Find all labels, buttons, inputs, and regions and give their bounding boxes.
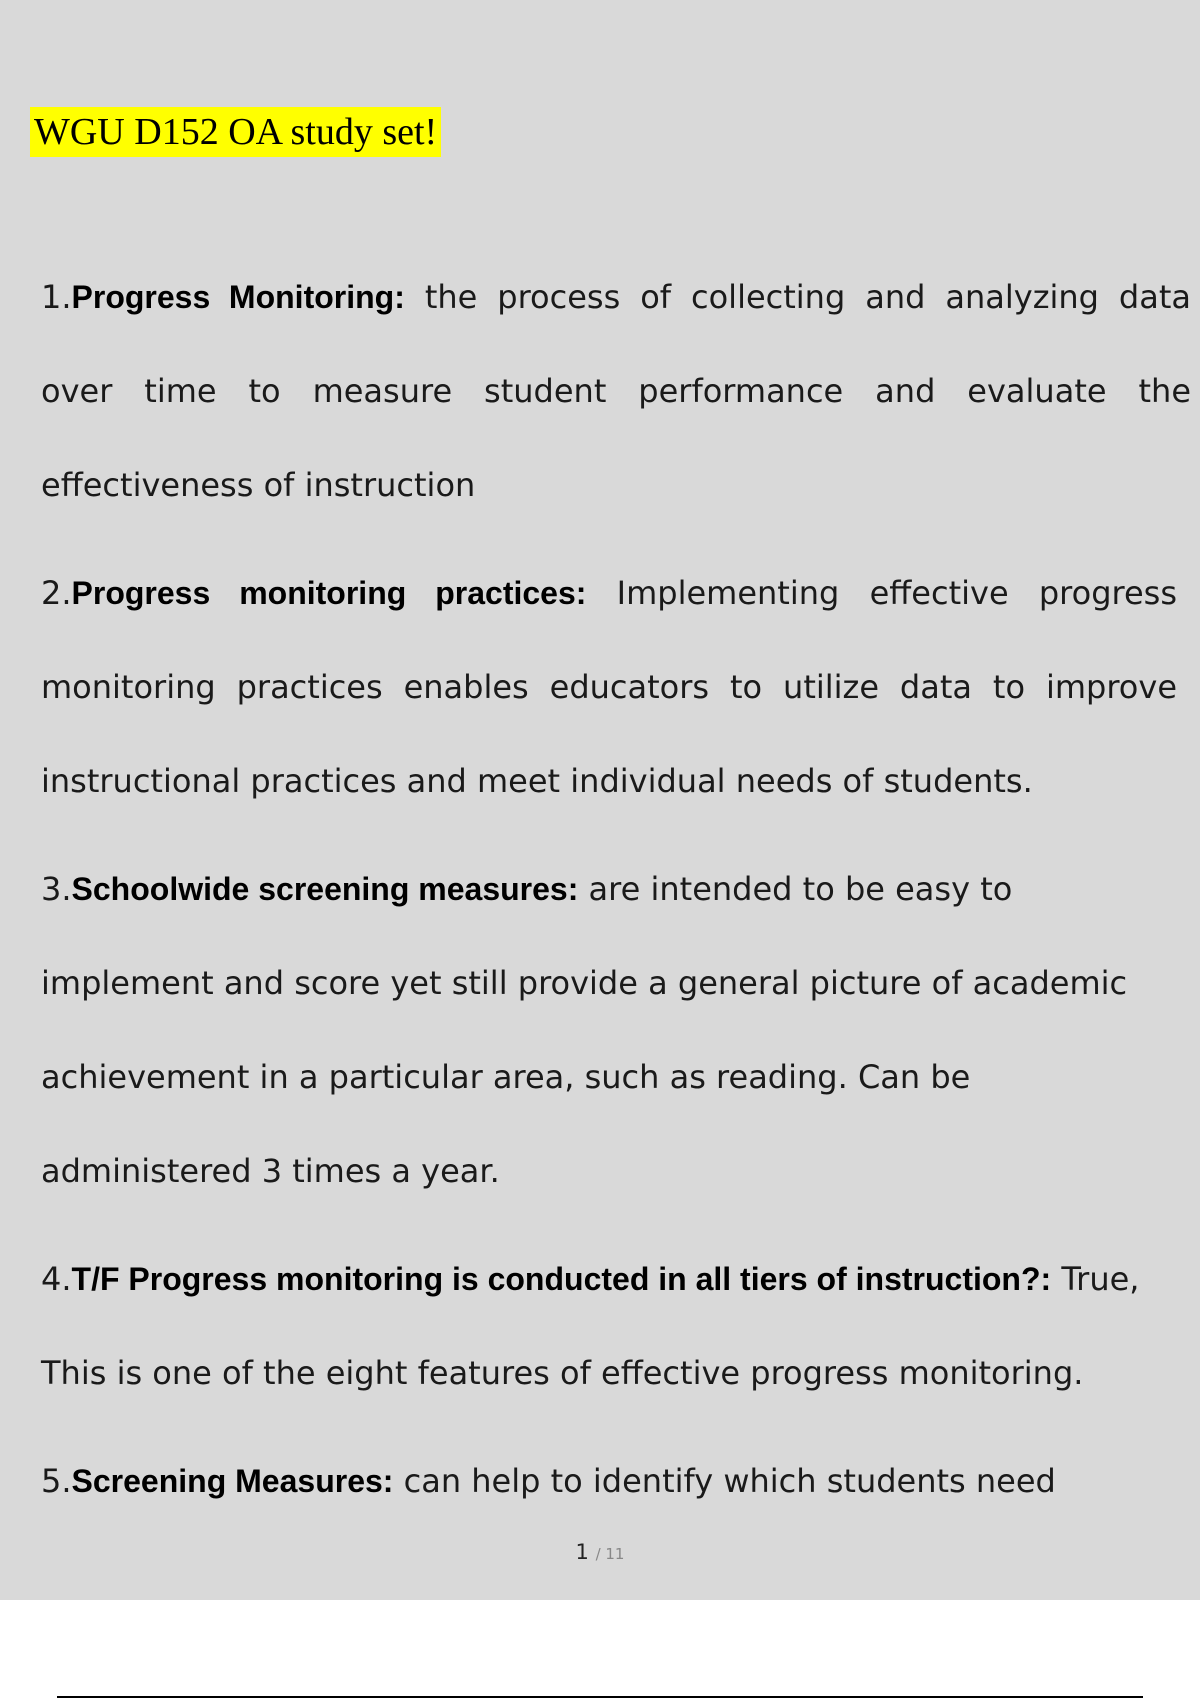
document-title: WGU D152 OA study set! xyxy=(30,107,441,157)
item-definition: True, This is one of the eight features of effective progress monitoring. xyxy=(41,1260,1140,1392)
item-term: Screening Measures: xyxy=(71,1463,394,1499)
item-definition: are intended to be easy to implement and score yet still provide a general picture of academic achievement in a particular area, such as reading. Can be administered 3 times a year. xyxy=(41,870,1128,1190)
list-item xyxy=(41,546,1177,828)
list-item xyxy=(41,1232,1151,1420)
item-term: Progress Monitoring: xyxy=(71,279,405,315)
item-definition: the process of collecting and analyzing data over time to measure student performance and evaluate the effectiveness of instruction xyxy=(41,278,1192,504)
next-page-divider xyxy=(57,1696,1143,1698)
item-number: 5. xyxy=(41,1462,72,1500)
list-item xyxy=(41,1434,1151,1528)
item-number: 2. xyxy=(41,574,72,612)
page-current: 1 xyxy=(575,1540,589,1564)
item-definition: can help to identify which students need xyxy=(393,1462,1056,1500)
item-number: 3. xyxy=(41,870,72,908)
list-item xyxy=(41,250,1191,532)
item-term: Schoolwide screening measures: xyxy=(71,871,579,907)
item-number: 1. xyxy=(41,278,72,316)
item-term: T/F Progress monitoring is conducted in all tiers of instruction?: xyxy=(71,1261,1052,1297)
item-number: 4. xyxy=(41,1260,72,1298)
list-item xyxy=(41,842,1151,1218)
item-definition: Implementing effective progress monitoring practices enables educators to utilize data to improve instructional practices and meet individual needs of students. xyxy=(41,574,1178,800)
item-term: Progress monitoring practices: xyxy=(71,575,587,611)
page-total: / 11 xyxy=(595,1545,625,1563)
study-item-list xyxy=(41,250,1191,1542)
page-number xyxy=(0,1540,1200,1564)
